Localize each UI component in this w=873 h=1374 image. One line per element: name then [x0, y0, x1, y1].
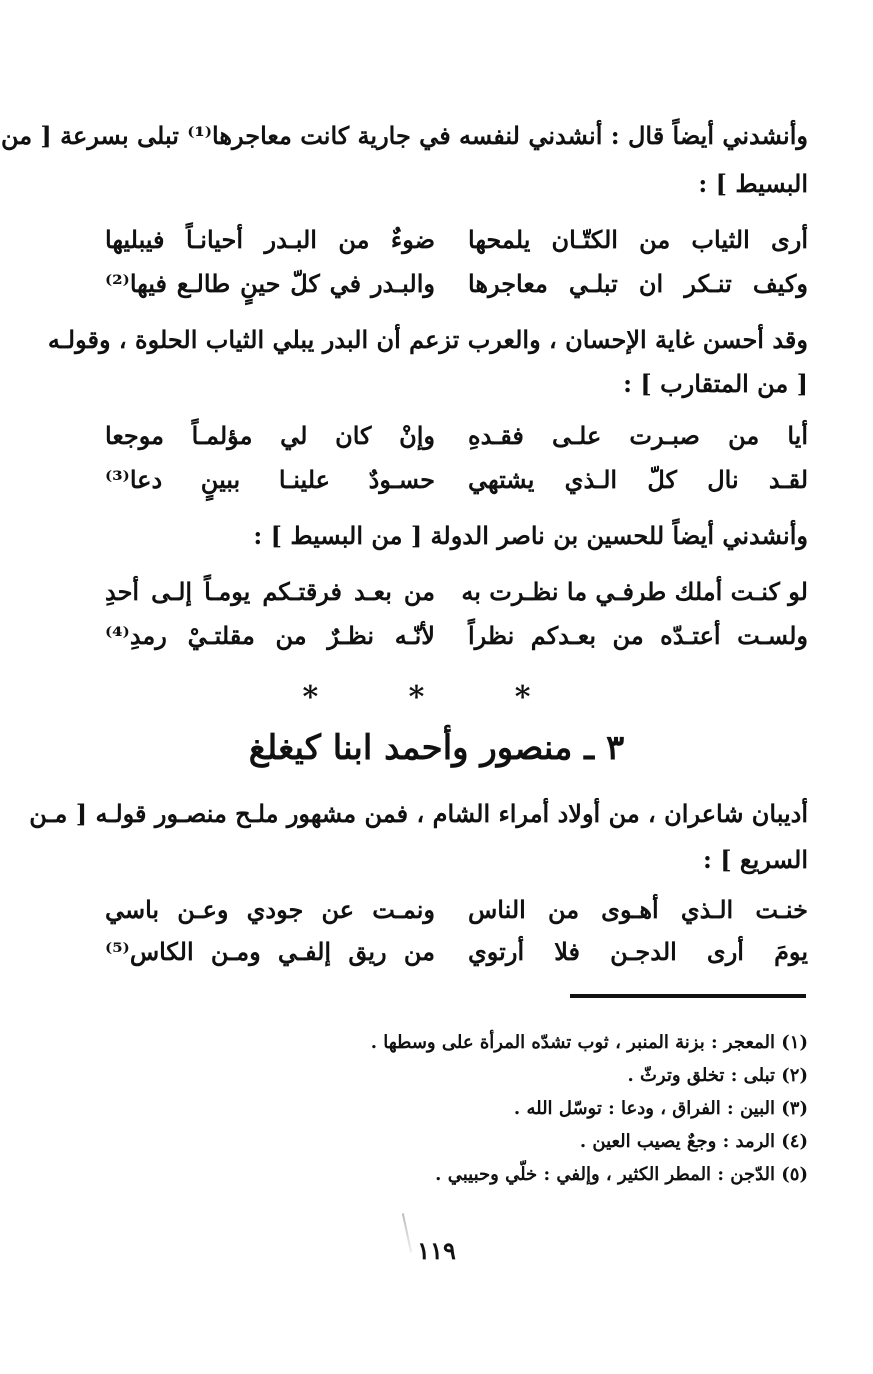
para4-line-1: أديبان شاعران ، من أولاد أمراء الشام ، فمن مشهور ملـح منصـور قولـه [ مـن — [29, 799, 808, 828]
poem2-verse1-left: وإنْ كان لي مؤلمـاً موجعا — [105, 421, 435, 450]
poem1-verse2-right: وكيف تنـكر ان تبلـي معاجرها — [468, 269, 808, 298]
footnote-5: (٥) الدّجن : المطر الكثير ، وإلفي : خلّي وحبيبي . — [435, 1164, 808, 1185]
poem4-verse1-right: خنـت الـذي أهـوى من الناس — [468, 895, 808, 924]
poem3-verse2-right: ولسـت أعتـدّه من بعـدكم نظراً — [468, 621, 808, 650]
intro-line-1: وأنشدني أيضاً قال : أنشدني لنفسه في جارية كانت معاجرها⁽¹⁾ تبلى بسرعة [ من — [0, 121, 808, 150]
poem2-verse1-right: أيا من صبـرت علـى فقـدهِ — [468, 421, 808, 450]
section-separator: * * * — [302, 680, 571, 715]
poem4-verse2-left: من ريق إلفـي ومـن الكاس⁽⁵⁾ — [105, 937, 435, 966]
poem3-verse2-left: لأنّـه نظـرٌ من مقلتـيْ رمدِ⁽⁴⁾ — [105, 621, 435, 650]
footnote-rule — [570, 994, 806, 998]
poem1-verse1-left: ضوءٌ من البـدر أحيانـاً فيبليها — [105, 225, 435, 254]
footnote-1: (١) المعجر : بزنة المنبر ، ثوب تشدّه المرأة على وسطها . — [370, 1032, 808, 1053]
poem1-verse2-left: والبـدر في كلّ حينٍ طالـع فيها⁽²⁾ — [105, 269, 435, 298]
poem4-verse2-right: يومَ أرى الدجـن فلا أرتوي — [468, 937, 808, 966]
footnote-2: (٢) تبلى : تخلق وترثّ . — [627, 1065, 808, 1086]
poem1-verse1-right: أرى الثياب من الكتّـان يلمحها — [468, 225, 808, 254]
poem3-verse1-left: من بعـد فرقتـكم يومـاً إلـى أحدِ — [105, 577, 435, 606]
footnote-4: (٤) الرمد : وجعٌ يصيب العين . — [579, 1131, 808, 1152]
poem2-verse2-left: حسـودٌ علينـا ببينٍ دعا⁽³⁾ — [105, 465, 435, 494]
footnote-3: (٣) البين : الفراق ، ودعا : توسّل الله . — [513, 1098, 808, 1119]
para3-line: وأنشدني أيضاً للحسين بن ناصر الدولة [ من البسيط ] : — [253, 521, 808, 550]
intro-line-2: البسيط ] : — [698, 169, 808, 198]
poem2-verse2-right: لقـد نال كلّ الـذي يشتهي — [468, 465, 808, 494]
page-number: ١١٩ — [417, 1236, 456, 1265]
poem4-verse1-left: ونمـت عن جودي وعـن باسي — [105, 895, 435, 924]
para2-line-2: [ من المتقارب ] : — [623, 369, 808, 398]
section-title: ٣ ـ منصور وأحمد ابنا كيغلغ — [248, 728, 625, 768]
para2-line-1: وقد أحسن غاية الإحسان ، والعرب تزعم أن البدر يبلي الثياب الحلوة ، وقولـه — [47, 325, 808, 354]
poem3-verse1-right: لو كنـت أملك طرفـي ما نظـرت به — [461, 577, 808, 606]
para4-line-2: السريع ] : — [702, 845, 808, 874]
